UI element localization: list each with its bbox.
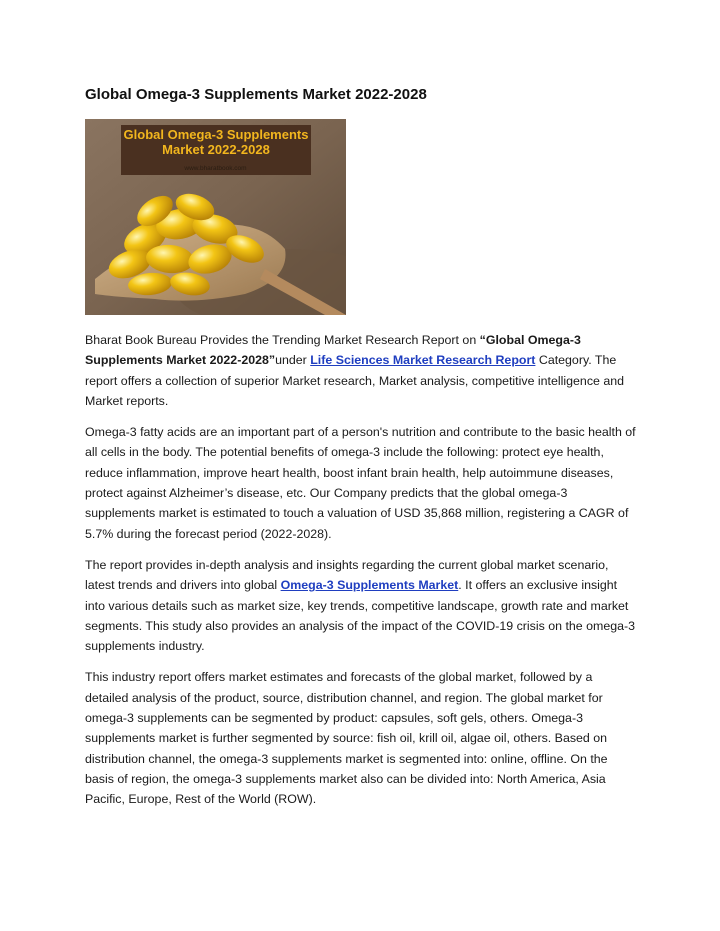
paragraph-segmentation: This industry report offers market estimates and forecasts of the global market, followed by a detailed analysis of the product, source, distribution channel, and region. The global market for omega-3 supplements can be segmented by product: capsules, soft gels, others. Omega-3 supplements market is further segmented by source: fish oil, krill oil, algae oil, others. Based on distribution channel, the omega-3 supplements market is segmented into: online, offline. On the basis of region, the omega-3 supplements market also can be divided into: North America, Asia Pacific, Europe, Rest of the World (ROW). bbox=[85, 670, 608, 807]
paragraph-omega3-benefits: Omega-3 fatty acids are an important part of a person's nutrition and contribute to the basic health of all cells in the body. The potential benefits of omega-3 include the following: protect eye health, reduce inflammation, improve heart health, boost infant brain health, help autoimmune diseases, protect against Alzheimer’s disease, etc. Our Company predicts that the global omega-3 supplements market is estimated to touch a valuation of USD 35,868 million, registering a CAGR of 5.7% during the forecast period (2022-2028). bbox=[85, 425, 636, 541]
overview-text-2: . It offers an exclusive insight into various details such as market size, key trends, competitive landscape, growth rate and market segments. This study also provides an analysis of the impact of the COVID-19 crisis on the omega-3 supplements industry. bbox=[85, 578, 636, 654]
hero-image bbox=[85, 119, 346, 315]
intro-text-2: under bbox=[275, 353, 311, 368]
article-body bbox=[85, 330, 637, 821]
hero-caption-line2: Market 2022-2028 bbox=[162, 142, 270, 157]
intro-text-1: Bharat Book Bureau Provides the Trending Market Research Report on bbox=[85, 333, 480, 347]
page-title: Global Omega-3 Supplements Market 2022-2028 bbox=[85, 86, 427, 103]
life-sciences-report-link[interactable]: Life Sciences Market Research Report bbox=[310, 353, 536, 368]
paragraph-intro bbox=[85, 330, 637, 411]
hero-site-url: www.bharatbook.com bbox=[184, 165, 247, 172]
intro-report-title: “Global Omega-3 Supplements Market 2022-2028” bbox=[85, 333, 581, 368]
intro-text-3: Category. The report offers a collection of superior Market research, Market analysis, competitive intelligence and Market reports. bbox=[85, 353, 625, 408]
hero-caption-line1: Global Omega-3 Supplements bbox=[123, 127, 309, 142]
omega3-market-link[interactable]: Omega-3 Supplements Market bbox=[280, 578, 459, 593]
paragraph-report-overview bbox=[85, 555, 637, 656]
overview-text-1: The report provides in-depth analysis and insights regarding the current global market scenario, latest trends and drivers into global bbox=[85, 557, 609, 593]
